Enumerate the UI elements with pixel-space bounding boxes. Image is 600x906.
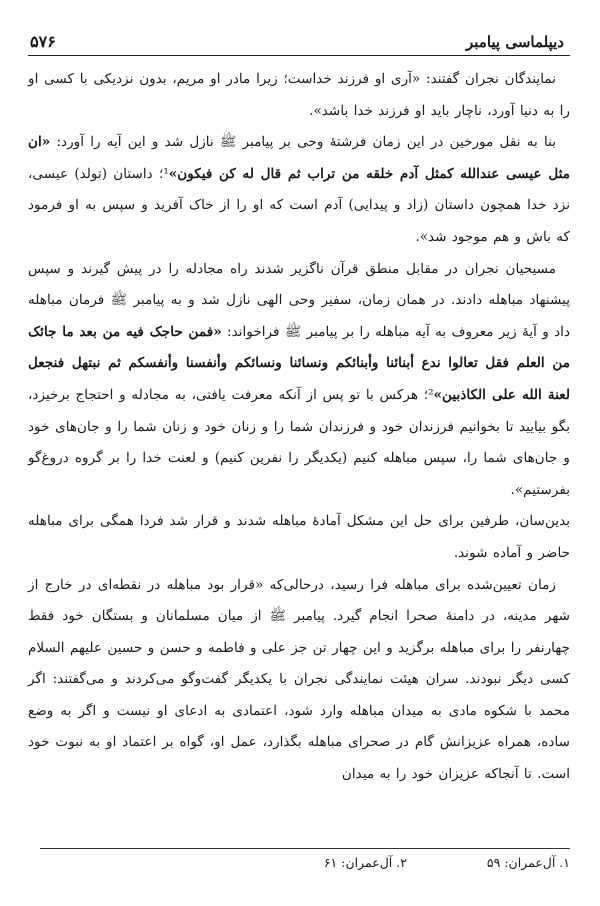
paragraph (28, 64, 570, 127)
body-text (28, 64, 570, 791)
paragraph-text: بدین‌سان، طرفین برای حل این مشکل آمادۀ مباهله شدند و قرار شد فردا همگی برای مباهله حاضر و آماده شوند. (28, 513, 570, 561)
paragraph-text: ¹؛ داستان (تولد) عیسی، نزد خدا همچون داستان (زاد و پیدایی) آدم است که او را از خاک آفرید و سپس به او فرمود که باش و هم موجود شد». (28, 165, 570, 245)
paragraph (28, 506, 570, 569)
paragraph-text: مسیحیان نجران در مقابل منطق قرآن ناگزیر شدند راه مجادله را در پیش گیرند و سپس پیشنهاد مباهله دادند. در همان زمان، سفیر وحی الهی نازل شد و به پیامبر ﷺ فرمان مباهله داد و آیۀ زیر معروف به آیه مباهله را بر پیامبر ﷺ فراخواند: (28, 260, 571, 340)
paragraph (28, 127, 570, 253)
quran-quote: «فمن حاجک فیه من بعد ما جائک من العلم فقل تعالوا ندع أبنائنا وأبنائکم ونسائنا ونسائکم وأنفسنا وأنفسکم ثم نبتهل فنجعل لعنة الله علی الکاذبین» (28, 323, 570, 403)
quran-quote: «ان مثل عیسی عندالله کمثل آدم خلقه من تراب ثم قال له کن فیکون» (28, 134, 570, 182)
page-number: ۵۷۶ (30, 32, 56, 51)
running-header (28, 32, 570, 56)
paragraph-text: زمان تعیین‌شده برای مباهله فرا رسید، درحالی‌که «قرار بود مباهله در نقطه‌ای در خارج از شهر مدینه، در دامنۀ صحرا انجام گیرد. پیامبر ﷺ از میان مسلمانان و بستگان خود فقط چهارنفر را برای مباهله برگزید و این چهار تن جز علی و فاطمه و حسن و حسین علیهم السلام کسی دیگر نبودند. سران هیئت نمایندگی نجران با یکدیگر گفت‌وگو می‌کردند و می‌گفتند: اگر محمد با شکوه مادی به میدان مباهله وارد شود، اعتمادی به ادعای او نیست و اگر به وضع ساده، همراه عزیزانش گام در صحرای مباهله بگذارد، عمل او، گواه بر اعتماد او به نبوت خود است. تا آنجاکه عزیزان خود را به میدان (28, 576, 570, 783)
paragraph-text: ²؛ هرکس با تو پس از آنکه معرفت یافتی، به مجادله و احتجاج برخیزد، بگو بیایید تا بخوانیم فرزندان خود و فرزندان شما را و زنان خود و زنان شما را و جان‌های خود و جان‌های شما را، سپس مباهله کنیم (یکدیگر را نفرین کنیم) و لعنت خدا را بر گروه دروغ‌گو بفرستیم». (28, 386, 570, 498)
paragraph-text: بنا به نقل مورخین در این زمان فرشتۀ وحی بر پیامبر ﷺ نازل شد و این آیه را آورد: (50, 134, 556, 151)
footnote-2: ۲. آل‌عمران: ۶۱ (323, 855, 407, 870)
paragraph (28, 570, 570, 791)
paragraph (28, 254, 570, 507)
book-title: دیپلماسی پیامبر (466, 33, 564, 51)
footnote-1: ۱. آل‌عمران: ۵۹ (486, 855, 570, 870)
footnotes (40, 848, 570, 870)
paragraph-text: نمایندگان نجران گفتند: «آری او فرزند خداست؛ زیرا مادر او مریم، بدون نزدیکی با کسی او را به دنیا آورد، ناچار باید او فرزند خدا باشد». (28, 71, 570, 119)
